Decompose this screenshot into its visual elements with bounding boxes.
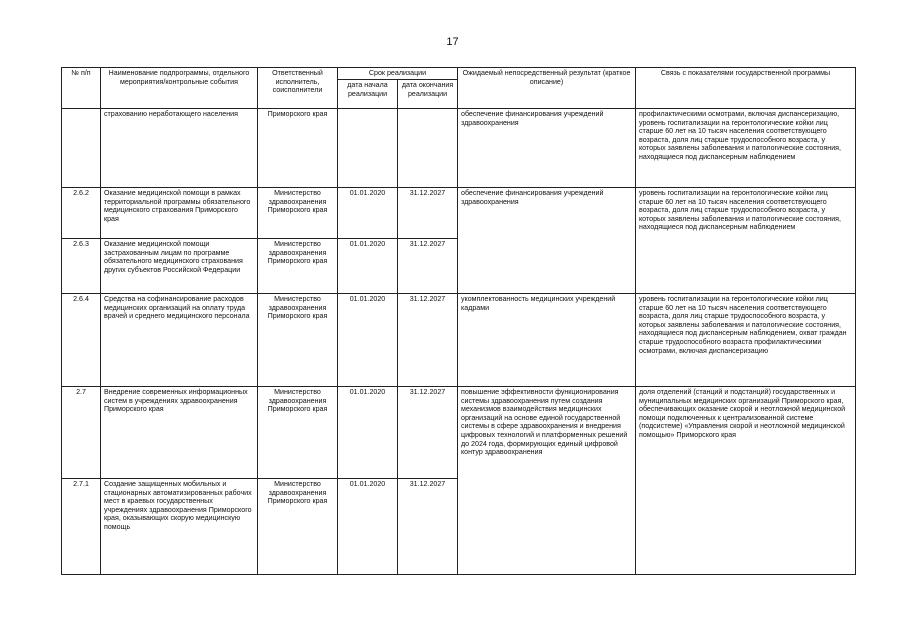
cell-num [62, 109, 101, 188]
cell-link: уровень госпитализации на геронтологические койки лиц старше 60 лет на 10 тысяч населения соответствующего возраста, доля лиц старше трудоспособного возраста, у которых заявлены заболевания и патологические состояния, находящиеся под диспансерным наблюдением [636, 188, 856, 294]
header-num: № п/п [62, 68, 101, 109]
cell-responsible: Министерство здравоохранения Приморского края [258, 479, 338, 575]
cell-start: 01.01.2020 [338, 479, 398, 575]
cell-link: уровень госпитализации на геронтологические койки лиц старше 60 лет на 10 тысяч населения соответствующего возраста, доля лиц старше трудоспособного возраста, у которых заявлены заболевания и патологические состояния, находящиеся под диспансерным наблюдением, охват граждан старше трудоспособного возраста профилактическими осмотрами, включая диспансеризацию [636, 294, 856, 387]
cell-result: укомплектованность медицинских учреждений кадрами [458, 294, 636, 387]
cell-result: обеспечение финансирования учреждений здравоохранения [458, 188, 636, 294]
cell-end: 31.12.2027 [398, 239, 458, 294]
cell-responsible: Приморского края [258, 109, 338, 188]
cell-num: 2.6.4 [62, 294, 101, 387]
cell-result: повышение эффективности функционирования системы здравоохранения путем создания механизмов взаимодействия медицинских организаций на основе единой государственной системы в сфере здравоохранения и внедрения цифровых технологий и платформенных решений до 2024 года, формирующих единый цифровой контур здравоохранения [458, 387, 636, 575]
cell-num: 2.7.1 [62, 479, 101, 575]
header-name: Наименование подпрограммы, отдельного мероприятия/контрольные события [101, 68, 258, 109]
header-result: Ожидаемый непосредственный результат (краткое описание) [458, 68, 636, 109]
page-number: 17 [446, 36, 459, 48]
cell-result: обеспечение финансирования учреждений здравоохранения [458, 109, 636, 188]
cell-responsible: Министерство здравоохранения Приморского края [258, 239, 338, 294]
cell-end: 31.12.2027 [398, 294, 458, 387]
cell-name: Оказание медицинской помощи в рамках территориальной программы обязательного медицинского страхования Приморского края [101, 188, 258, 239]
cell-responsible: Министерство здравоохранения Приморского края [258, 387, 338, 479]
cell-num: 2.6.2 [62, 188, 101, 239]
cell-name: Оказание медицинской помощи застрахованным лицам по программе обязательного медицинского страхования других субъектов Российской Федерации [101, 239, 258, 294]
cell-end: 31.12.2027 [398, 387, 458, 479]
cell-name: Средства на софинансирование расходов медицинских организаций на оплату труда врачей и среднего медицинского персонала [101, 294, 258, 387]
program-table [61, 67, 856, 575]
table-row [62, 109, 856, 188]
cell-start: 01.01.2020 [338, 387, 398, 479]
header-end: дата окончания реализации [398, 80, 458, 109]
cell-start: 01.01.2020 [338, 294, 398, 387]
cell-start: 01.01.2020 [338, 239, 398, 294]
cell-start [338, 109, 398, 188]
table-row [62, 294, 856, 387]
cell-num: 2.7 [62, 387, 101, 479]
cell-start: 01.01.2020 [338, 188, 398, 239]
cell-end [398, 109, 458, 188]
header-period: Срок реализации [338, 68, 458, 80]
table-row [62, 188, 856, 239]
cell-responsible: Министерство здравоохранения Приморского края [258, 188, 338, 239]
cell-name: Создание защищенных мобильных и стационарных автоматизированных рабочих мест в краевых государственных учреждениях здравоохранения Приморского края, оказывающих скорую медицинскую помощь [101, 479, 258, 575]
cell-responsible: Министерство здравоохранения Приморского края [258, 294, 338, 387]
cell-end: 31.12.2027 [398, 479, 458, 575]
cell-name: Внедрение современных информационных систем в учреждениях здравоохранения Приморского края [101, 387, 258, 479]
cell-num: 2.6.3 [62, 239, 101, 294]
cell-name: страхованию неработающего населения [101, 109, 258, 188]
cell-end: 31.12.2027 [398, 188, 458, 239]
header-start: дата начала реализации [338, 80, 398, 109]
header-responsible: Ответственный исполнитель, соисполнители [258, 68, 338, 109]
cell-link: доля отделений (станций и подстанций) государственных и муниципальных медицинских организаций Приморского края, обеспечивающих оказание скорой и неотложной медицинской помощи подключенных к централизованной системе (подсистеме) «Управления скорой и неотложной медицинской помощью» Приморского края [636, 387, 856, 575]
header-link: Связь с показателями государственной программы [636, 68, 856, 109]
cell-link: профилактическими осмотрами, включая диспансеризацию, уровень госпитализации на геронтологические койки лиц старше 60 лет на 10 тысяч населения соответствующего возраста, доля лиц старше трудоспособного возраста, у которых заявлены заболевания и патологические состояния, находящиеся под диспансерным наблюдением [636, 109, 856, 188]
table-row [62, 387, 856, 479]
header-row-1 [62, 68, 856, 80]
